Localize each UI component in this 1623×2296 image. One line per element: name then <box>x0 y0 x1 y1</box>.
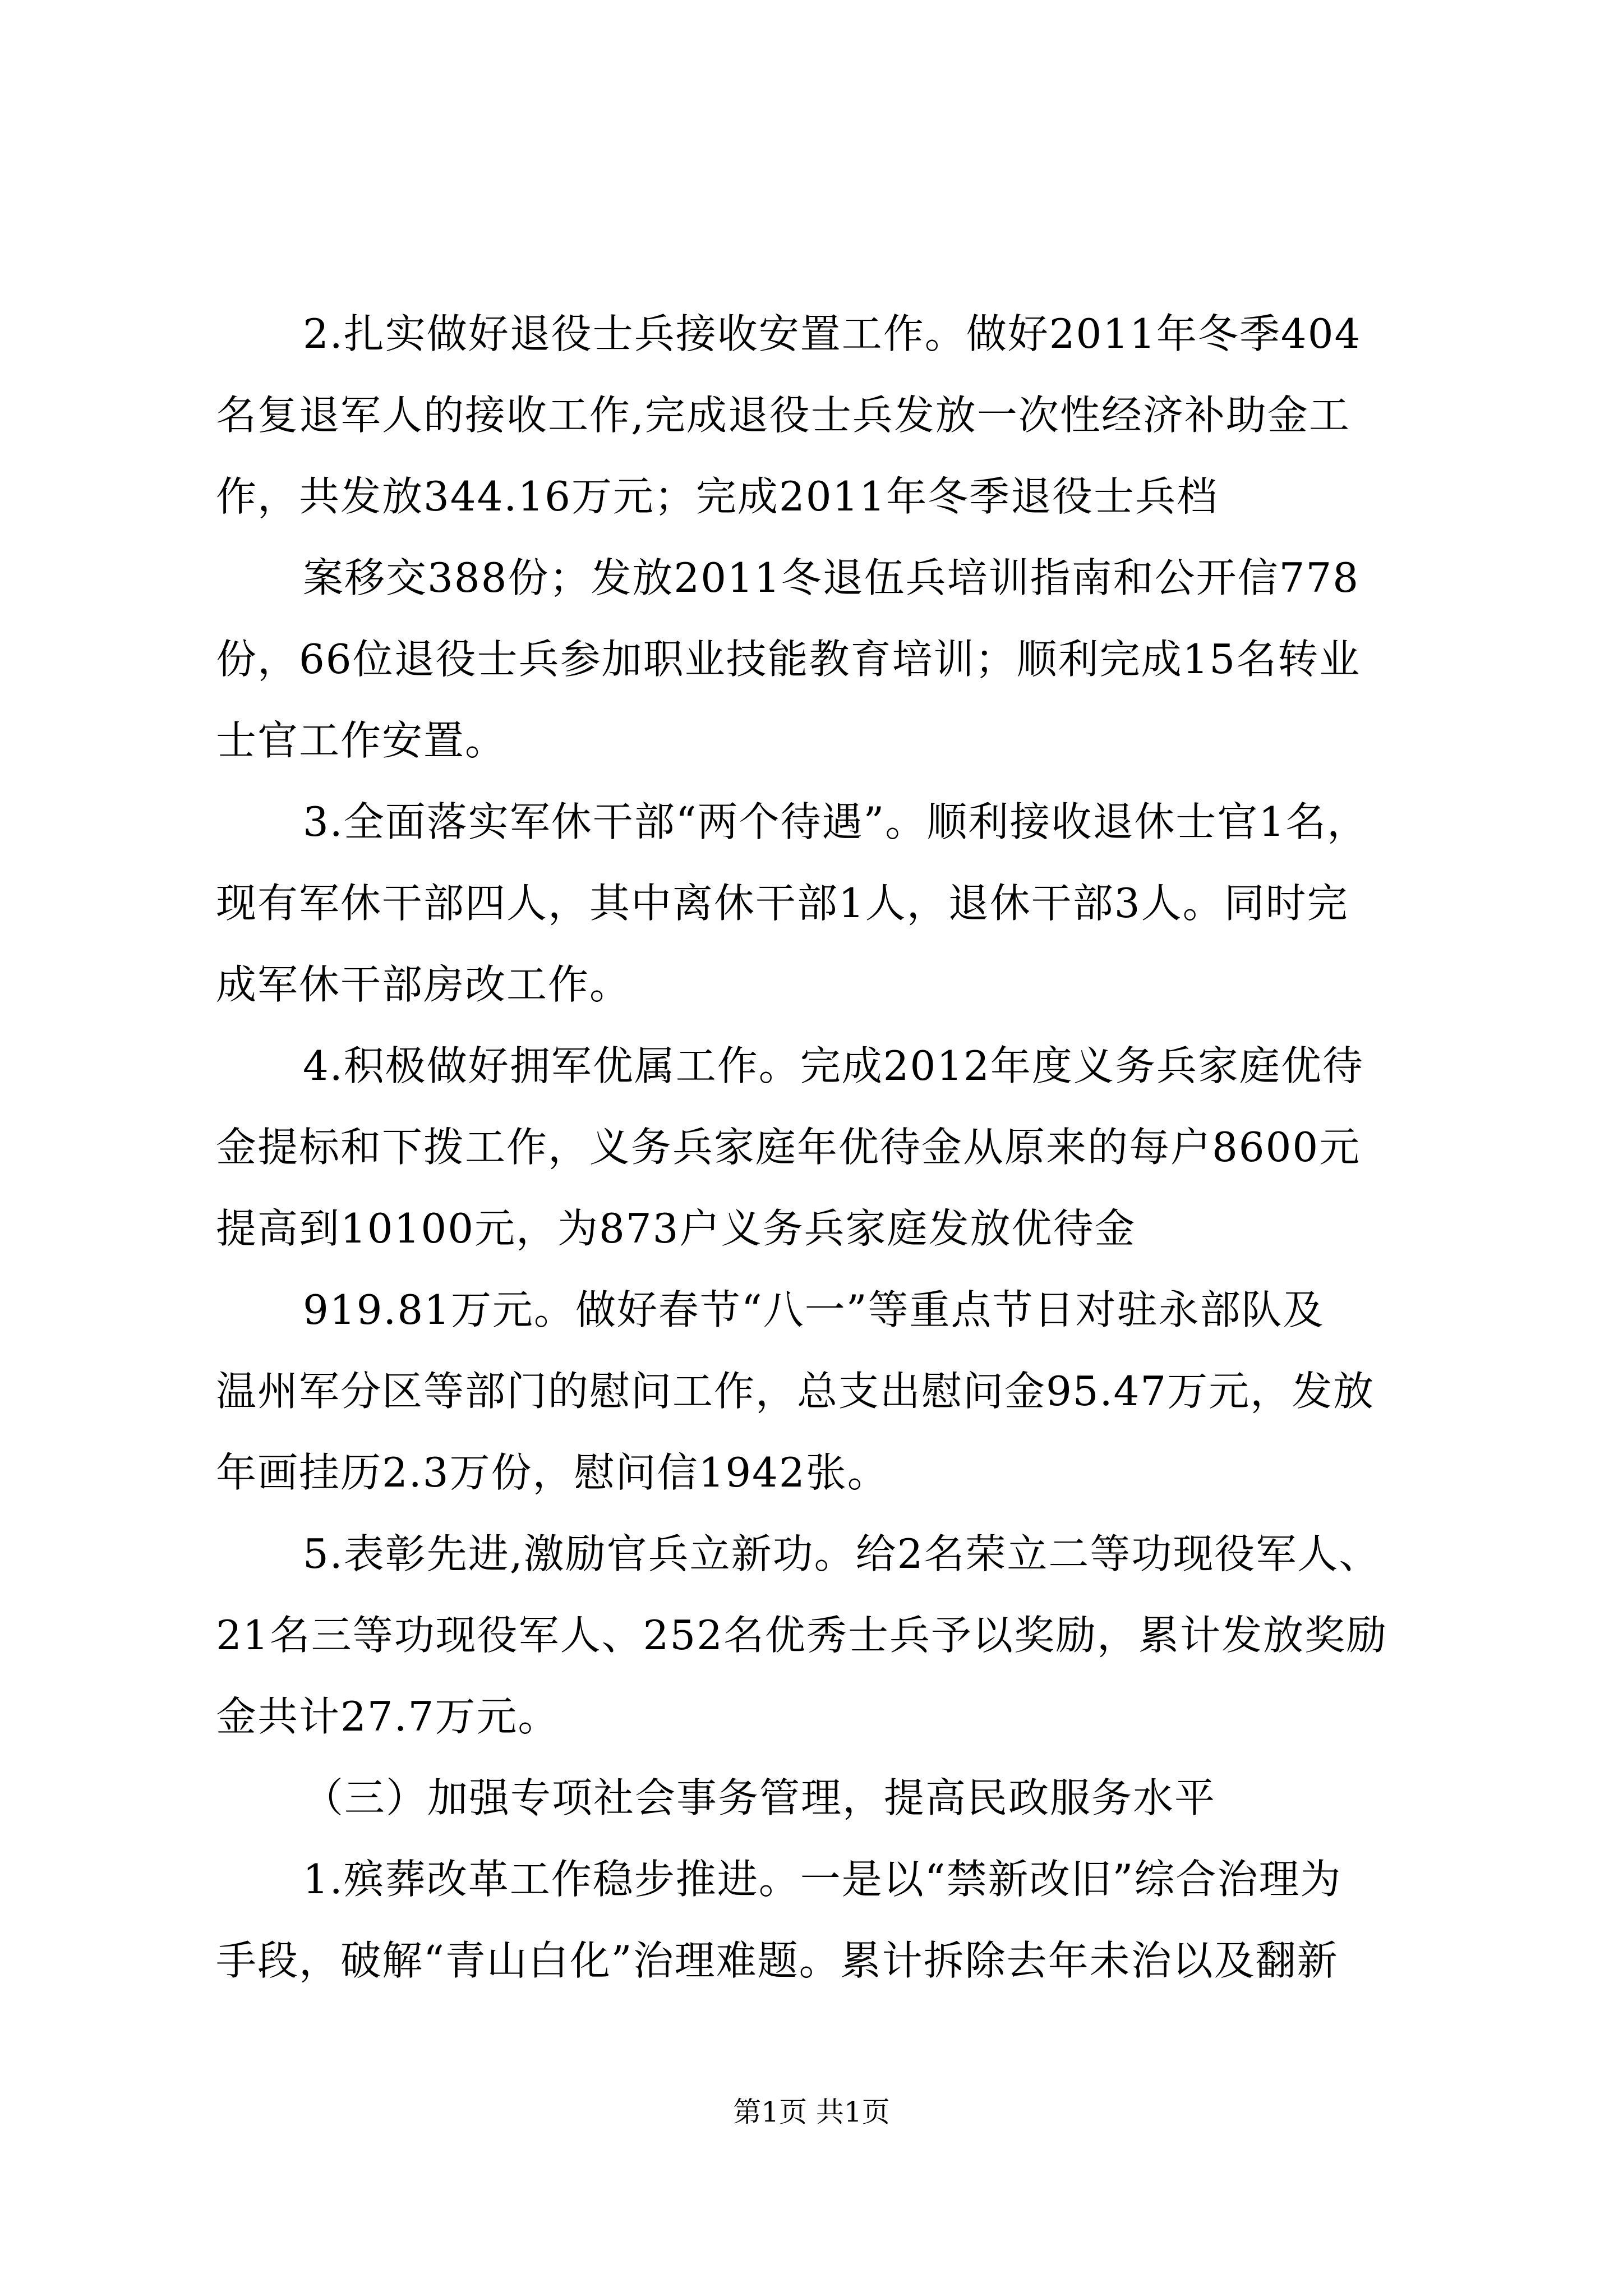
page-footer: 第1页 共1页 <box>733 2096 890 2128</box>
text-line: 1.殡葬改革工作稳步推进。一是以“禁新改旧”综合治理为 <box>303 1856 1342 1903</box>
text-line: 案移交388份；发放2011冬退伍兵培训指南和公开信778 <box>303 554 1360 601</box>
text-line: 温州军分区等部门的慰问工作，总支出慰问金95.47万元，发放 <box>216 1368 1375 1415</box>
section-heading: （三）加强专项社会事务管理，提高民政服务水平 <box>303 1774 1216 1821</box>
text-line: 金提标和下拨工作，义务兵家庭年优待金从原来的每户8600元 <box>216 1124 1361 1171</box>
text-line: 金共计27.7万元。 <box>216 1693 560 1740</box>
text-line: 21名三等功现役军人、252名优秀士兵予以奖励，累计发放奖励 <box>216 1612 1388 1659</box>
text-line: 名复退军人的接收工作,完成退役士兵发放一次性经济补助金工 <box>216 392 1350 439</box>
text-line: 年画挂历2.3万份，慰问信1942张。 <box>216 1449 889 1496</box>
text-line: 919.81万元。做好春节“八一”等重点节日对驻永部队及 <box>303 1286 1325 1333</box>
text-line: 2.扎实做好退役士兵接收安置工作。做好2011年冬季404 <box>303 310 1362 357</box>
text-line: 作，共发放344.16万元；完成2011年冬季退役士兵档 <box>216 473 1219 520</box>
text-line: 提高到10100元，为873户义务兵家庭发放优待金 <box>216 1205 1136 1252</box>
text-line: 手段，破解“青山白化”治理难题。累计拆除去年未治以及翻新 <box>216 1937 1339 1984</box>
text-line: 4.积极做好拥军优属工作。完成2012年度义务兵家庭优待 <box>303 1042 1364 1089</box>
text-line: 成军休干部房改工作。 <box>216 961 631 1008</box>
text-line: 3.全面落实军休干部“两个待遇”。顺利接收退休士官1名， <box>303 798 1369 845</box>
text-line: 现有军休干部四人，其中离休干部1人，退休干部3人。同时完 <box>216 880 1349 927</box>
text-line: 士官工作安置。 <box>216 717 507 764</box>
text-line: 份，66位退役士兵参加职业技能教育培训；顺利完成15名转业 <box>216 636 1361 683</box>
text-line: 5.表彰先进,激励官兵立新功。给2名荣立二等功现役军人、 <box>303 1530 1381 1577</box>
